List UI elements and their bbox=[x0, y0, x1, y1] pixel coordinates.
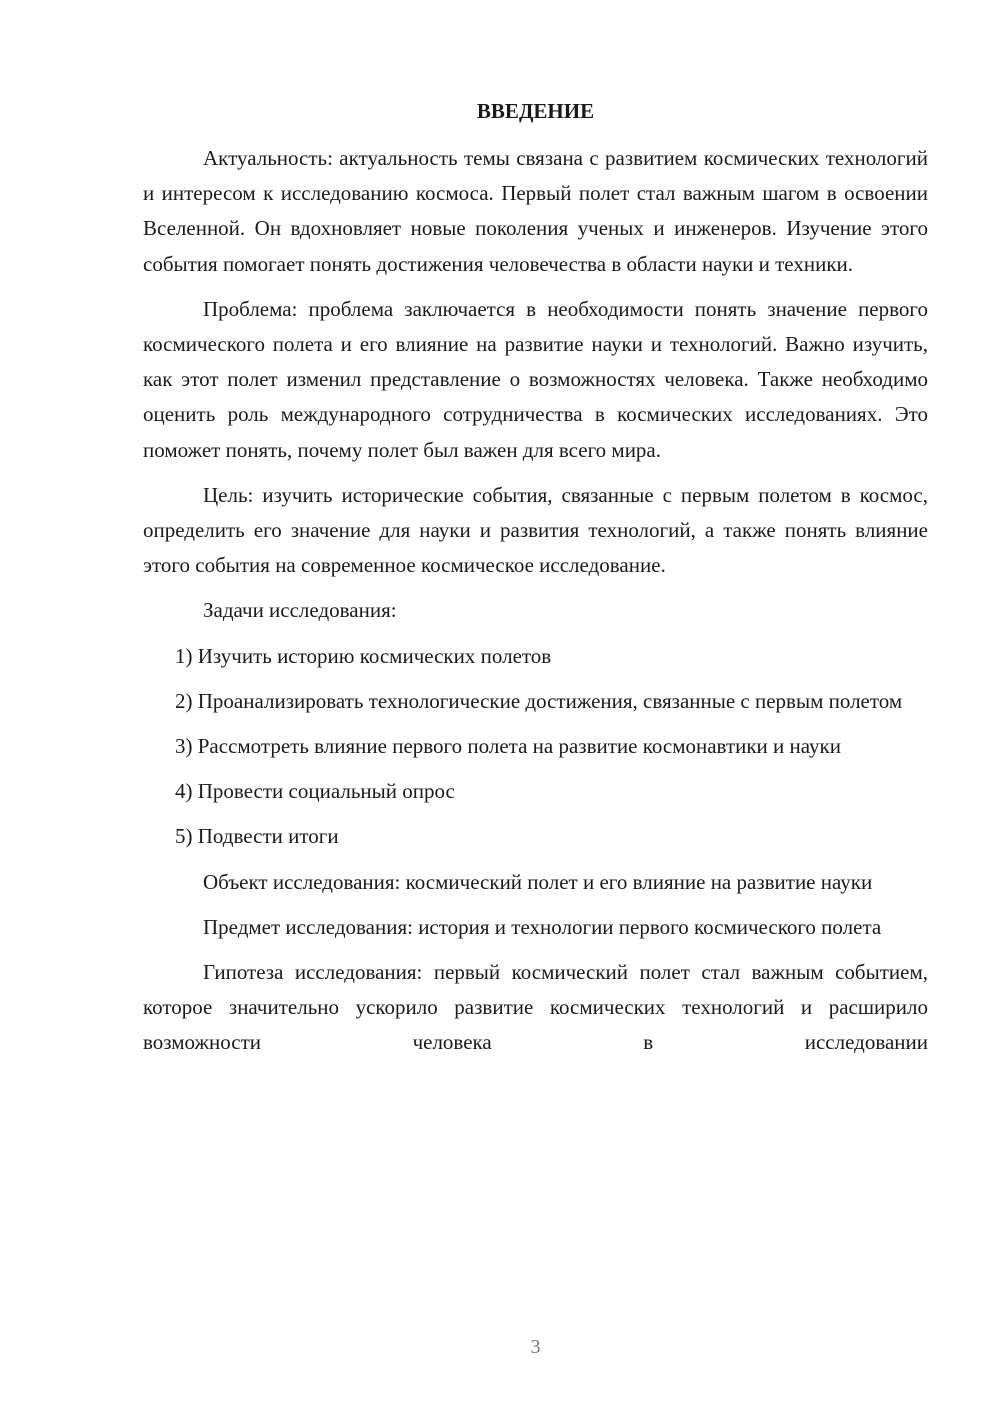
object-paragraph: Объект исследования: космический полет и его влияние на развитие науки bbox=[203, 869, 873, 894]
task-item-4: 4) Провести социальный опрос bbox=[175, 779, 455, 804]
task-item-3: 3) Рассмотреть влияние первого полета на развитие космонавтики и науки bbox=[175, 734, 841, 759]
task-item-5: 5) Подвести итоги bbox=[175, 824, 339, 849]
tasks-heading: Задачи исследования: bbox=[203, 598, 397, 623]
page-title: ВВЕДЕНИЕ bbox=[476, 99, 595, 123]
relevance-paragraph: Актуальность: актуальность темы связана с развитием космических технологий и интересом к исследованию космоса. Первый полет стал важным шагом в освоении Вселенной. Он вдохновляет новые поколения ученых и инженеров. Изучение этого события помогает понять достижения человечества в области науки и техники. bbox=[143, 146, 928, 276]
page-number: 3 bbox=[530, 1336, 541, 1358]
subject-paragraph: Предмет исследования: история и технологии первого космического полета bbox=[203, 914, 882, 939]
document-body bbox=[143, 141, 928, 1071]
problem-paragraph: Проблема: проблема заключается в необходимости понять значение первого космического полета и его влияние на развитие науки и технологий. Важно изучить, как этот полет изменил представление о возможностях человека. Также необходимо оценить роль международного сотрудничества в космических исследованиях. Это поможет понять, почему полет был важен для всего мира. bbox=[143, 296, 928, 462]
goal-paragraph: Цель: изучить исторические события, связанные с первым полетом в космос, определить его значение для науки и развития технологий, а также понять влияние этого события на современное космическое исследование. bbox=[143, 482, 928, 578]
task-item-1: 1) Изучить историю космических полетов bbox=[175, 643, 552, 668]
hypothesis-paragraph: Гипотеза исследования: первый космический полет стал важным событием, которое значительно ускорило развитие космических технологий и расширило возможности человека в исследовании bbox=[143, 960, 928, 1055]
task-item-2: 2) Проанализировать технологические достижения, связанные с первым полетом bbox=[175, 688, 903, 713]
document-page bbox=[143, 0, 928, 1414]
